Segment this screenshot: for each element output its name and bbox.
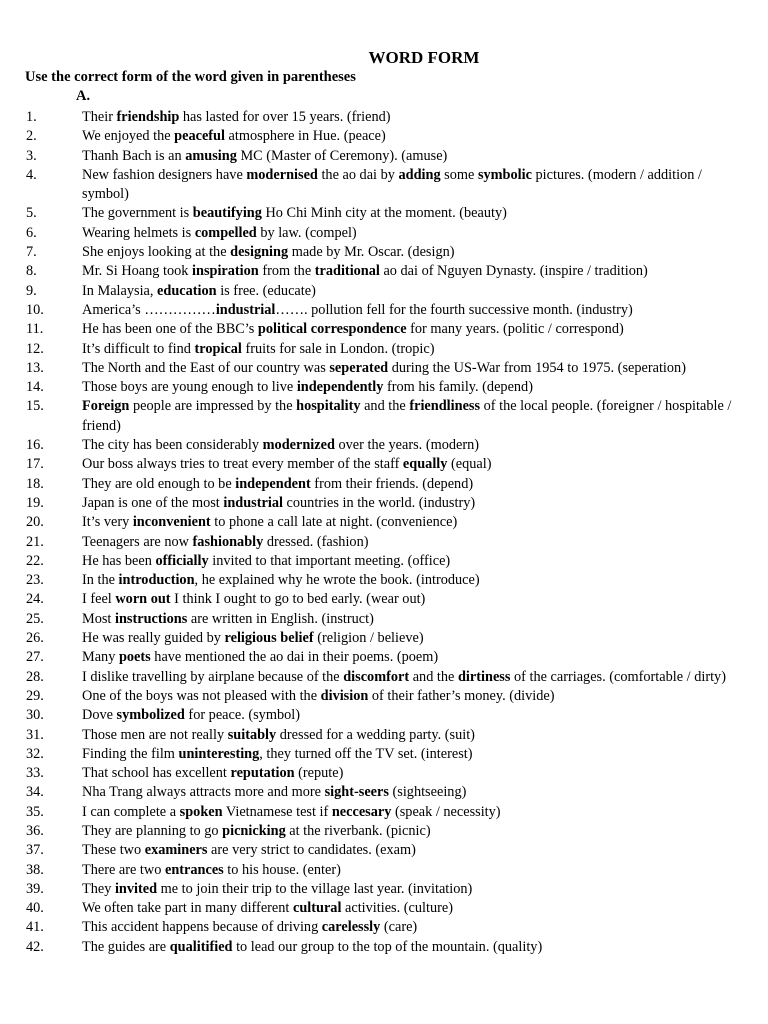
sentence-fragment: have mentioned the ao dai in their poems. (poem) bbox=[150, 649, 439, 666]
item-text bbox=[82, 841, 732, 860]
instruction-text: Use the correct form of the word given in parentheses bbox=[25, 69, 356, 85]
sentence-fragment: some bbox=[440, 166, 478, 183]
exercise-item bbox=[0, 590, 768, 609]
answer-word: cultural bbox=[292, 900, 342, 917]
answer-word: carelessly bbox=[321, 919, 381, 936]
item-text bbox=[82, 301, 732, 320]
sentence-fragment: atmosphere in Hue. (peace) bbox=[224, 128, 386, 145]
sentence-fragment: the ao dai by bbox=[317, 166, 399, 183]
sentence-fragment: and the bbox=[409, 668, 458, 685]
item-number: 35. bbox=[26, 803, 44, 820]
sentence-fragment: The city has been considerably bbox=[82, 437, 263, 454]
exercise-item bbox=[0, 359, 768, 378]
sentence-fragment: are written in English. (instruct) bbox=[187, 610, 374, 627]
item-text bbox=[82, 378, 732, 397]
exercise-item bbox=[0, 513, 768, 532]
sentence-fragment: (equal) bbox=[447, 456, 492, 473]
answer-word: political correspondence bbox=[257, 321, 407, 338]
sentence-fragment: to lead our group to the top of the mountain. (quality) bbox=[232, 938, 543, 955]
item-number: 18. bbox=[26, 475, 44, 492]
sentence-fragment: The government is bbox=[82, 205, 193, 222]
sentence-fragment: invited to that important meeting. (office) bbox=[208, 552, 451, 569]
sentence-fragment: people are impressed by the bbox=[129, 398, 297, 415]
sentence-fragment: Japan is one of the most bbox=[82, 494, 224, 511]
item-text bbox=[82, 726, 732, 745]
item-number: 10. bbox=[26, 301, 44, 318]
item-text bbox=[82, 282, 732, 301]
item-number: 36. bbox=[26, 822, 44, 839]
exercise-item bbox=[0, 610, 768, 629]
item-number: 15. bbox=[26, 398, 44, 415]
sentence-fragment: at the riverbank. (picnic) bbox=[285, 822, 431, 839]
sentence-fragment: made by Mr. Oscar. (design) bbox=[288, 244, 455, 261]
sentence-fragment: Those boys are young enough to live bbox=[82, 379, 297, 396]
exercise-item bbox=[0, 436, 768, 455]
answer-word: entrances bbox=[164, 861, 224, 878]
sentence-fragment: Mr. Si Hoang took bbox=[82, 263, 193, 280]
sentence-fragment: MC (Master of Ceremony). (amuse) bbox=[236, 147, 448, 164]
item-number: 40. bbox=[26, 900, 44, 917]
sentence-fragment: The guides are bbox=[82, 938, 170, 955]
sentence-fragment: (speak / necessity) bbox=[391, 803, 501, 820]
sentence-fragment: for peace. (symbol) bbox=[184, 707, 300, 724]
item-number: 42. bbox=[26, 938, 44, 955]
exercise-item bbox=[0, 918, 768, 937]
exercise-item bbox=[0, 204, 768, 223]
sentence-fragment: Vietnamese test if bbox=[222, 803, 332, 820]
exercise-item bbox=[0, 571, 768, 590]
exercise-item bbox=[0, 880, 768, 899]
exercise-item bbox=[0, 301, 768, 320]
sentence-fragment: of the carriages. (comfortable / dirty) bbox=[510, 668, 726, 685]
sentence-fragment: We enjoyed the bbox=[82, 128, 175, 145]
item-number: 22. bbox=[26, 552, 44, 569]
sentence-fragment: countries in the world. (industry) bbox=[282, 494, 476, 511]
item-text bbox=[82, 861, 732, 880]
answer-word: hospitality bbox=[296, 398, 361, 415]
item-text bbox=[82, 455, 732, 474]
sentence-fragment: New fashion designers have bbox=[82, 166, 247, 183]
exercise-item bbox=[0, 938, 768, 957]
sentence-fragment: , they turned off the TV set. (interest) bbox=[259, 745, 473, 762]
answer-word: compelled bbox=[194, 224, 257, 241]
exercise-item bbox=[0, 533, 768, 552]
sentence-fragment: dressed for a wedding party. (suit) bbox=[276, 726, 475, 743]
item-text bbox=[82, 571, 732, 590]
item-number: 38. bbox=[26, 861, 44, 878]
answer-word: adding bbox=[398, 166, 441, 183]
sentence-fragment: It’s difficult to find bbox=[82, 340, 195, 357]
item-number: 28. bbox=[26, 668, 44, 685]
sentence-fragment: I can complete a bbox=[82, 803, 180, 820]
answer-word: neccesary bbox=[331, 803, 392, 820]
answer-word: picnicking bbox=[222, 822, 286, 839]
item-number: 7. bbox=[26, 244, 37, 261]
answer-word: suitably bbox=[227, 726, 277, 743]
item-text bbox=[82, 783, 732, 802]
sentence-fragment: Their bbox=[82, 109, 117, 125]
sentence-fragment: ……. pollution fell for the fourth successive month. (industry) bbox=[275, 301, 633, 318]
answer-word: inspiration bbox=[192, 263, 259, 280]
sentence-fragment: They are planning to go bbox=[82, 822, 223, 839]
sentence-fragment: dressed. (fashion) bbox=[263, 533, 369, 550]
item-number: 3. bbox=[26, 147, 37, 164]
item-text bbox=[82, 166, 732, 205]
exercise-item bbox=[0, 320, 768, 339]
sentence-fragment: over the years. (modern) bbox=[334, 437, 480, 454]
item-number: 30. bbox=[26, 707, 44, 724]
exercise-item bbox=[0, 397, 768, 436]
sentence-fragment: of the local people. (foreigner / hospitable / friend) bbox=[82, 398, 732, 434]
sentence-fragment: Many bbox=[82, 649, 119, 666]
item-number: 27. bbox=[26, 649, 44, 666]
item-number: 39. bbox=[26, 880, 44, 897]
exercise-item bbox=[0, 783, 768, 802]
item-text bbox=[82, 648, 732, 667]
exercise-item bbox=[0, 899, 768, 918]
item-text bbox=[82, 938, 732, 957]
answer-word: religious belief bbox=[224, 630, 314, 647]
item-number: 20. bbox=[26, 514, 44, 531]
item-text bbox=[82, 745, 732, 764]
sentence-fragment: Ho Chi Minh city at the moment. (beauty) bbox=[261, 205, 507, 222]
exercise-item bbox=[0, 455, 768, 474]
sentence-fragment: The North and the East of our country was bbox=[82, 359, 330, 376]
exercise-item bbox=[0, 166, 768, 205]
answer-word: invited bbox=[114, 880, 158, 897]
exercise-item bbox=[0, 629, 768, 648]
answer-word: poets bbox=[118, 649, 151, 666]
sentence-fragment: me to join their trip to the village last year. (invitation) bbox=[157, 880, 473, 897]
answer-word: beautifying bbox=[192, 205, 262, 222]
item-number: 34. bbox=[26, 784, 44, 801]
item-text bbox=[82, 552, 732, 571]
answer-word: discomfort bbox=[343, 668, 410, 685]
sentence-fragment: from the bbox=[258, 263, 315, 280]
answer-word: introduction bbox=[118, 572, 195, 589]
sentence-fragment: I think I ought to go to bed early. (wear out) bbox=[170, 591, 426, 608]
item-number: 1. bbox=[26, 109, 37, 125]
sentence-fragment: has lasted for over 15 years. (friend) bbox=[179, 109, 391, 125]
answer-word: industrial bbox=[215, 301, 276, 318]
item-number: 5. bbox=[26, 205, 37, 222]
exercise-item bbox=[0, 108, 768, 127]
item-text bbox=[82, 918, 732, 937]
item-number: 37. bbox=[26, 842, 44, 859]
item-number: 4. bbox=[26, 166, 37, 183]
exercise-item bbox=[0, 147, 768, 166]
exercise-item bbox=[0, 687, 768, 706]
exercise-item bbox=[0, 282, 768, 301]
answer-word: designing bbox=[230, 244, 289, 261]
answer-word: reputation bbox=[230, 765, 295, 782]
page-title: WORD FORM bbox=[368, 48, 480, 67]
exercise-item bbox=[0, 726, 768, 745]
item-text bbox=[82, 340, 732, 359]
sentence-fragment: There are two bbox=[82, 861, 165, 878]
answer-word: education bbox=[157, 282, 217, 299]
answer-word: fashionably bbox=[192, 533, 264, 550]
item-text bbox=[82, 243, 732, 262]
section-label: A. bbox=[76, 88, 91, 104]
sentence-fragment: Our boss always tries to treat every member of the staff bbox=[82, 456, 403, 473]
item-text bbox=[82, 147, 732, 166]
sentence-fragment: In the bbox=[82, 572, 119, 589]
item-number: 16. bbox=[26, 437, 44, 454]
answer-word: officially bbox=[155, 552, 209, 569]
answer-word: spoken bbox=[179, 803, 223, 820]
exercise-item bbox=[0, 706, 768, 725]
sentence-fragment: He was really guided by bbox=[82, 630, 225, 647]
sentence-fragment: of their father’s money. (divide) bbox=[368, 687, 555, 704]
sentence-fragment: ao dai of Nguyen Dynasty. (inspire / tradition) bbox=[379, 263, 648, 280]
item-text bbox=[82, 436, 732, 455]
answer-word: modernized bbox=[262, 437, 335, 454]
item-number: 6. bbox=[26, 224, 37, 241]
item-text bbox=[82, 127, 732, 146]
item-text bbox=[82, 764, 732, 783]
sentence-fragment: to his house. (enter) bbox=[223, 861, 341, 878]
answer-word: independently bbox=[296, 379, 384, 396]
item-text bbox=[82, 108, 732, 127]
item-number: 2. bbox=[26, 128, 37, 145]
item-text bbox=[82, 899, 732, 918]
sentence-fragment: One of the boys was not pleased with the bbox=[82, 687, 321, 704]
item-number: 8. bbox=[26, 263, 37, 280]
item-number: 31. bbox=[26, 726, 44, 743]
item-number: 33. bbox=[26, 765, 44, 782]
sentence-fragment: We often take part in many different bbox=[82, 900, 293, 917]
sentence-fragment: pictures. (modern / addition / symbol) bbox=[82, 166, 702, 203]
answer-word: instructions bbox=[114, 610, 188, 627]
exercise-item bbox=[0, 803, 768, 822]
item-text bbox=[82, 494, 732, 513]
sentence-fragment: are very strict to candidates. (exam) bbox=[207, 842, 416, 859]
answer-word: worn out bbox=[115, 591, 171, 608]
sentence-fragment: by law. (compel) bbox=[256, 224, 357, 241]
item-text bbox=[82, 880, 732, 899]
sentence-fragment: He has been one of the BBC’s bbox=[82, 321, 258, 338]
exercise-item bbox=[0, 552, 768, 571]
sentence-fragment: Finding the film bbox=[82, 745, 179, 762]
sentence-fragment: (religion / believe) bbox=[313, 630, 424, 647]
item-text bbox=[82, 629, 732, 648]
sentence-fragment: , he explained why he wrote the book. (introduce) bbox=[194, 572, 480, 589]
item-number: 13. bbox=[26, 359, 44, 376]
sentence-fragment: Thanh Bach is an bbox=[82, 147, 186, 164]
answer-word: industrial bbox=[223, 494, 283, 511]
item-number: 32. bbox=[26, 745, 44, 762]
exercise-list bbox=[0, 108, 768, 957]
sentence-fragment: Dove bbox=[82, 707, 117, 724]
sentence-fragment: Those men are not really bbox=[82, 726, 228, 743]
item-text bbox=[82, 668, 732, 687]
sentence-fragment: (sightseeing) bbox=[388, 784, 467, 801]
exercise-item bbox=[0, 648, 768, 667]
exercise-item bbox=[0, 668, 768, 687]
exercise-item bbox=[0, 764, 768, 783]
exercise-item bbox=[0, 861, 768, 880]
item-text bbox=[82, 359, 732, 378]
sentence-fragment: They bbox=[82, 880, 115, 897]
item-number: 29. bbox=[26, 687, 44, 704]
exercise-item bbox=[0, 127, 768, 146]
sentence-fragment: to phone a call late at night. (convenience) bbox=[210, 514, 458, 531]
item-text bbox=[82, 822, 732, 841]
exercise-item bbox=[0, 378, 768, 397]
sentence-fragment: In Malaysia, bbox=[82, 282, 158, 299]
exercise-item bbox=[0, 841, 768, 860]
answer-word: equally bbox=[402, 456, 448, 473]
answer-word: inconvenient bbox=[132, 514, 211, 531]
answer-word: friendship bbox=[116, 109, 180, 125]
item-number: 19. bbox=[26, 494, 44, 511]
item-number: 23. bbox=[26, 572, 44, 589]
sentence-fragment: (repute) bbox=[294, 765, 344, 782]
exercise-item bbox=[0, 475, 768, 494]
sentence-fragment: It’s very bbox=[82, 514, 133, 531]
exercise-item bbox=[0, 822, 768, 841]
item-number: 26. bbox=[26, 630, 44, 647]
sentence-fragment: for many years. (politic / correspond) bbox=[406, 321, 624, 338]
sentence-fragment: from his family. (depend) bbox=[383, 379, 533, 396]
item-number: 24. bbox=[26, 591, 44, 608]
sentence-fragment: She enjoys looking at the bbox=[82, 244, 231, 261]
answer-word: symbolized bbox=[116, 707, 185, 724]
item-text bbox=[82, 687, 732, 706]
item-number: 11. bbox=[26, 321, 44, 338]
sentence-fragment: Nha Trang always attracts more and more bbox=[82, 784, 325, 801]
sentence-fragment: and the bbox=[360, 398, 410, 415]
sentence-fragment: activities. (culture) bbox=[341, 900, 453, 917]
sentence-fragment: Most bbox=[82, 610, 115, 627]
item-text bbox=[82, 204, 732, 223]
answer-word: seperated bbox=[329, 359, 389, 376]
answer-word: uninteresting bbox=[178, 745, 260, 762]
exercise-item bbox=[0, 243, 768, 262]
item-text bbox=[82, 262, 732, 281]
answer-word: modernised bbox=[246, 166, 318, 183]
answer-word: Foreign bbox=[82, 398, 130, 415]
answer-word: division bbox=[320, 687, 369, 704]
sentence-fragment: Teenagers are now bbox=[82, 533, 193, 550]
item-text bbox=[82, 533, 732, 552]
answer-word: tropical bbox=[194, 340, 242, 357]
item-number: 41. bbox=[26, 919, 44, 936]
item-text bbox=[82, 803, 732, 822]
exercise-item bbox=[0, 745, 768, 764]
item-text bbox=[82, 224, 732, 243]
sentence-fragment: (care) bbox=[380, 919, 418, 936]
item-number: 14. bbox=[26, 379, 44, 396]
sentence-fragment: is free. (educate) bbox=[216, 282, 316, 299]
item-text bbox=[82, 610, 732, 629]
sentence-fragment: These two bbox=[82, 842, 145, 859]
item-number: 25. bbox=[26, 610, 44, 627]
answer-word: sight-seers bbox=[324, 784, 389, 801]
exercise-item bbox=[0, 340, 768, 359]
sentence-fragment: I feel bbox=[82, 591, 116, 608]
sentence-fragment: That school has excellent bbox=[82, 765, 231, 782]
answer-word: traditional bbox=[314, 263, 380, 280]
answer-word: independent bbox=[235, 475, 311, 492]
item-text bbox=[82, 475, 732, 494]
sentence-fragment: America’s …………… bbox=[82, 301, 216, 318]
item-text bbox=[82, 397, 732, 436]
sentence-fragment: from their friends. (depend) bbox=[310, 475, 474, 492]
exercise-item bbox=[0, 494, 768, 513]
item-text bbox=[82, 706, 732, 725]
answer-word: dirtiness bbox=[457, 668, 511, 685]
sentence-fragment: fruits for sale in London. (tropic) bbox=[241, 340, 435, 357]
sentence-fragment: He has been bbox=[82, 552, 156, 569]
item-number: 21. bbox=[26, 533, 44, 550]
item-text bbox=[82, 320, 732, 339]
item-number: 17. bbox=[26, 456, 44, 473]
exercise-item bbox=[0, 262, 768, 281]
item-text bbox=[82, 513, 732, 532]
exercise-item bbox=[0, 224, 768, 243]
answer-word: qualitified bbox=[169, 938, 233, 955]
answer-word: amusing bbox=[185, 147, 237, 164]
item-number: 12. bbox=[26, 340, 44, 357]
item-text bbox=[82, 590, 732, 609]
sentence-fragment: Wearing helmets is bbox=[82, 224, 195, 241]
answer-word: friendliness bbox=[409, 398, 481, 415]
sentence-fragment: during the US-War from 1954 to 1975. (seperation) bbox=[388, 359, 686, 376]
answer-word: peaceful bbox=[174, 128, 225, 145]
item-number: 9. bbox=[26, 282, 37, 299]
sentence-fragment: This accident happens because of driving bbox=[82, 919, 322, 936]
sentence-fragment: I dislike travelling by airplane because of the bbox=[82, 668, 344, 685]
sentence-fragment: They are old enough to be bbox=[82, 475, 236, 492]
answer-word: symbolic bbox=[477, 166, 532, 183]
answer-word: examiners bbox=[144, 842, 208, 859]
